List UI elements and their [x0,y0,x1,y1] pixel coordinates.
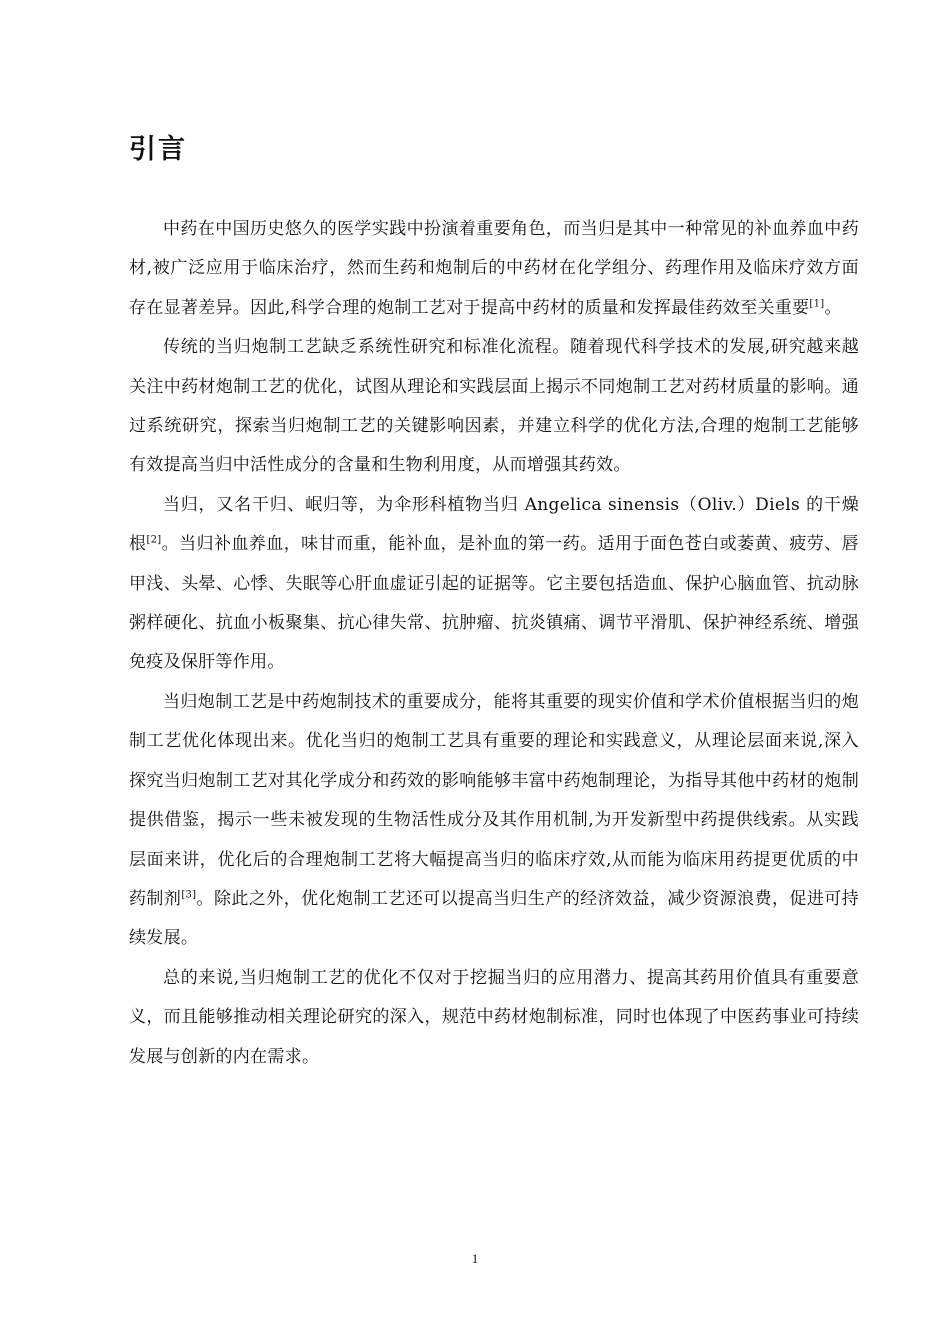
section-heading: 引言 [129,134,187,165]
paragraph-text-after: 。当归补血养血，味甘而重，能补血，是补血的第一药。适用于面色苍白或萎黄、疲劳、唇甲浅、头晕、心悸、失眠等心肝血虚证引起的证据等。它主要包括造血、保护心脑血管、抗动脉粥样硬化、抗血小板聚集、抗心律失常、抗肿瘤、抗炎镇痛、调节平滑肌、保护神经系统、增强免疫及保肝等作用。 [129,534,859,673]
paragraph-text-after: 。除此之外，优化炮制工艺还可以提高当归生产的经济效益，减少资源浪费，促进可持续发展。 [129,888,859,949]
body-text [129,210,859,1077]
citation-ref: [3] [181,889,197,901]
paragraph-4 [129,683,859,959]
page-number: 1 [471,1251,479,1266]
citation-ref: [1] [809,298,825,310]
paragraph-5 [129,959,859,1077]
paragraph-2 [129,328,859,486]
citation-ref: [2] [146,534,162,546]
paragraph-3 [129,486,859,683]
paragraph-text: 中药在中国历史悠久的医学实践中扮演着重要角色，而当归是其中一种常见的补血养血中药材,被广泛应用于临床治疗，然而生药和炮制后的中药材在化学组分、药理作用及临床疗效方面存在显著差异。因此,科学合理的炮制工艺对于提高中药材的质量和发挥最佳药效至关重要 [129,219,859,318]
paragraph-1 [129,210,859,328]
paragraph-text: 当归炮制工艺是中药炮制技术的重要成分，能将其重要的现实价值和学术价值根据当归的炮制工艺优化体现出来。优化当归的炮制工艺具有重要的理论和实践意义，从理论层面来说,深入探究当归炮制工艺对其化学成分和药效的影响能够丰富中药炮制理论，为指导其他中药材的炮制提供借鉴，揭示一些未被发现的生物活性成分及其作用机制,为开发新型中药提供线索。从实践层面来讲，优化后的合理炮制工艺将大幅提高当归的临床疗效,从而能为临床用药提更优质的中药制剂 [129,691,859,909]
paragraph-text-after: 。 [824,297,842,318]
paragraph-text: 总的来说,当归炮制工艺的优化不仅对于挖掘当归的应用潜力、提高其药用价值具有重要意义，而且能够推动相关理论研究的深入，规范中药材炮制标准，同时也体现了中医药事业可持续发展与创新的内在需求。 [129,967,859,1067]
paragraph-text: 当归，又名干归、岷归等，为伞形科植物当归 Angelica sinensis（Oliv.）Diels 的干燥根 [129,494,859,555]
paragraph-text: 传统的当归炮制工艺缺乏系统性研究和标准化流程。随着现代科学技术的发展,研究越来越关注中药材炮制工艺的优化，试图从理论和实践层面上揭示不同炮制工艺对药材质量的影响。通过系统研究，探索当归炮制工艺的关键影响因素，并建立科学的优化方法,合理的炮制工艺能够有效提高当归中活性成分的含量和生物利用度，从而增强其药效。 [129,337,859,476]
